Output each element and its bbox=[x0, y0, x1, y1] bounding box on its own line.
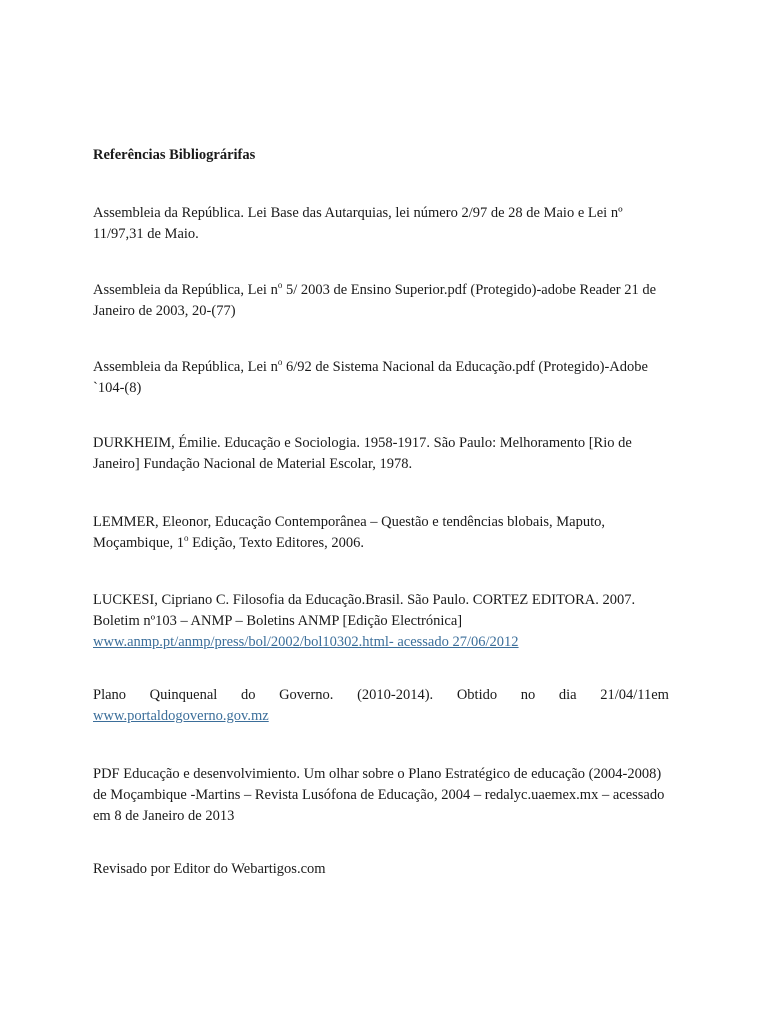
reference-7-text bbox=[93, 685, 669, 706]
word: Governo. bbox=[279, 687, 334, 703]
reference-4: DURKHEIM, Émilie. Educação e Sociologia. 1958-1917. São Paulo: Melhoramento [Rio de Janeiro] Fundação Nacional de Material Escolar, 1978. bbox=[93, 435, 632, 472]
reference-7 bbox=[93, 685, 673, 727]
ordinal-marker: o bbox=[184, 533, 189, 544]
word: (2010-2014). bbox=[357, 687, 434, 703]
word: Plano bbox=[93, 687, 127, 703]
portal-governo-link[interactable]: www.portaldogoverno.gov.mz bbox=[93, 708, 269, 724]
word: 21/04/11em bbox=[600, 687, 669, 703]
page-title: Referências Bibliográrifas bbox=[93, 147, 256, 163]
reference-3-text-end: 6/92 de Sistema Nacional da Educação.pdf (Protegido)-Adobe `104-(8) bbox=[93, 359, 648, 396]
reference-2-text-end: 5/ 2003 de Ensino Superior.pdf (Protegido)-adobe Reader 21 de Janeiro de 2003, 20-(77) bbox=[93, 282, 657, 319]
ordinal-marker: o bbox=[277, 357, 283, 368]
word: do bbox=[240, 687, 256, 703]
word: Quinquenal bbox=[149, 687, 218, 703]
reference-6 bbox=[93, 590, 673, 653]
word: Obtido bbox=[456, 687, 498, 703]
word: no bbox=[520, 687, 536, 703]
reference-6-text: LUCKESI, Cipriano C. Filosofia da Educação.Brasil. São Paulo. CORTEZ EDITORA. 2007. Boletim nº103 – ANMP – Boletins ANMP [Edição Electrónica] bbox=[93, 592, 636, 629]
anmp-link[interactable]: www.anmp.pt/anmp/press/bol/2002/bol10302.html- acessado 27/06/2012 bbox=[93, 634, 519, 650]
reference-9: Revisado por Editor do Webartigos.com bbox=[93, 861, 326, 877]
reference-5 bbox=[93, 512, 673, 554]
reference-3-text-start: Assembleia da República, Lei n bbox=[93, 359, 278, 375]
reference-5-text-end: Edição, Texto Editores, 2006. bbox=[188, 535, 365, 551]
reference-8: PDF Educação e desenvolvimiento. Um olhar sobre o Plano Estratégico de educação (2004-2008) de Moçambique -Martins – Revista Lusófona de Educação, 2004 – redalyc.uaemex.mx – acessado em 8 de Janeiro de 2013 bbox=[93, 766, 665, 824]
word: dia bbox=[558, 687, 577, 703]
ordinal-marker: o bbox=[277, 280, 283, 291]
reference-2 bbox=[93, 280, 673, 322]
reference-1: Assembleia da República. Lei Base das Autarquias, lei número 2/97 de 28 de Maio e Lei nº 11/97,31 de Maio. bbox=[93, 205, 623, 242]
reference-2-text-start: Assembleia da República, Lei n bbox=[93, 282, 278, 298]
reference-5-text-start: LEMMER, Eleonor, Educação Contemporânea – Questão e tendências blobais, Maputo, Moçambique, 1 bbox=[93, 514, 606, 551]
reference-3 bbox=[93, 357, 673, 399]
